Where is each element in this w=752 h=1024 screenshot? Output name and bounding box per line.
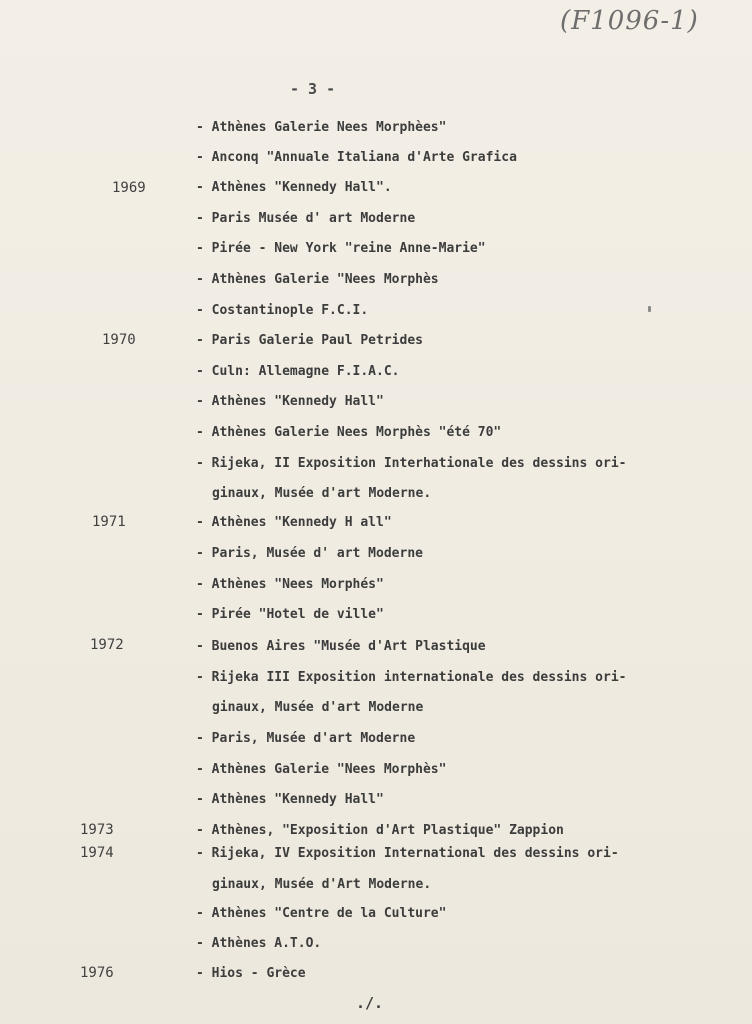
continuation-mark: ./. (356, 994, 384, 1012)
exhibition-entry: - Hios - Grèce (196, 966, 306, 981)
exhibition-entry: - Paris Galerie Paul Petrides (196, 333, 423, 348)
page-number: - 3 - (290, 80, 336, 98)
exhibition-entry: - Athènes "Kennedy Hall" (196, 394, 384, 409)
exhibition-entry: - Costantinople F.C.I. (196, 303, 369, 318)
year-label: 1970 (102, 332, 136, 348)
exhibition-entry: - Athènes Galerie Nees Morphèes" (196, 120, 447, 135)
exhibition-entry: - Rijeka III Exposition internationale des dessins ori- (196, 670, 627, 685)
ink-smudge (648, 306, 651, 312)
exhibition-entry: - Athènes, "Exposition d'Art Plastique" Zappion (196, 823, 564, 838)
exhibition-entry: - Paris, Musée d'art Moderne (196, 731, 416, 746)
exhibition-entry: - Paris, Musée d' art Moderne (196, 546, 423, 561)
year-label: 1969 (112, 180, 146, 196)
exhibition-entry: - Pirée - New York "reine Anne-Marie" (196, 241, 486, 256)
year-label: 1974 (80, 845, 114, 861)
exhibition-entry: - Athènes Galerie "Nees Morphès" (196, 762, 447, 777)
exhibition-entry-continuation: ginaux, Musée d'Art Moderne. (212, 877, 432, 892)
archive-reference: (F1096-1) (560, 6, 699, 36)
exhibition-entry-continuation: ginaux, Musée d'art Moderne. (212, 486, 432, 501)
exhibition-entry: - Athènes "Kennedy Hall". (196, 180, 392, 195)
exhibition-entry: - Athènes "Kennedy H all" (196, 515, 392, 530)
exhibition-entry: - Culn: Allemagne F.I.A.C. (196, 364, 400, 379)
exhibition-entry: - Athènes Galerie Nees Morphès "été 70" (196, 425, 502, 440)
exhibition-entry: - Athènes "Kennedy Hall" (196, 792, 384, 807)
exhibition-entry-continuation: ginaux, Musée d'art Moderne (212, 700, 424, 715)
exhibition-entry: - Athènes "Nees Morphés" (196, 577, 384, 592)
exhibition-entry: - Rijeka, IV Exposition International des dessins ori- (196, 846, 619, 861)
exhibition-entry: - Athènes A.T.O. (196, 936, 322, 951)
exhibition-entry: - Athènes "Centre de la Culture" (196, 906, 447, 921)
year-label: 1973 (80, 822, 114, 838)
year-label: 1972 (90, 637, 124, 653)
exhibition-entry: - Rijeka, II Exposition Interhationale des dessins ori- (196, 456, 627, 471)
year-label: 1976 (80, 965, 114, 981)
exhibition-entry: - Paris Musée d' art Moderne (196, 211, 416, 226)
exhibition-entry: - Pirée "Hotel de ville" (196, 607, 384, 622)
exhibition-entry: - Buenos Aires "Musée d'Art Plastique (196, 639, 486, 654)
exhibition-entry: - Athènes Galerie "Nees Morphès (196, 272, 439, 287)
exhibition-entry: - Anconq "Annuale Italiana d'Arte Grafica (196, 150, 517, 165)
year-label: 1971 (92, 514, 126, 530)
